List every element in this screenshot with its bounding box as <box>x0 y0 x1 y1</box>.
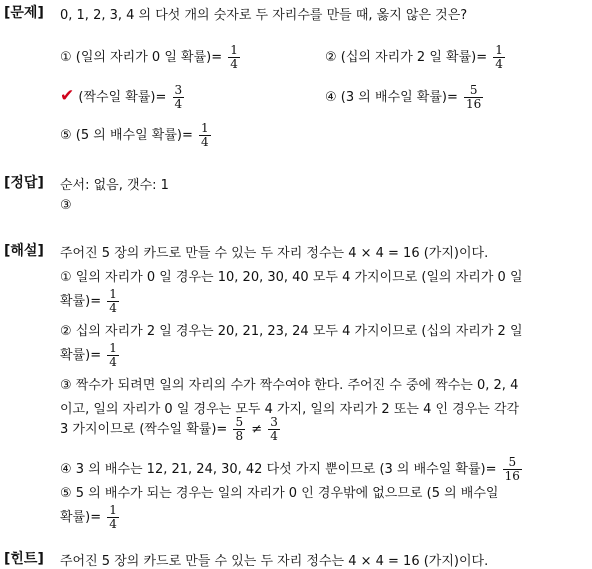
fraction <box>107 342 119 369</box>
option-1-fraction <box>228 44 240 71</box>
fraction-numerator: 1 <box>495 43 503 57</box>
explanation-line-2: ① 일의 자리가 0 일 경우는 10, 20, 30, 40 모두 4 가지이므로 (일의 자리가 0 일 <box>60 270 523 285</box>
fraction-denominator: 8 <box>235 429 244 443</box>
fraction <box>233 416 245 443</box>
answer-tag: [정답] <box>4 175 44 191</box>
option-4[interactable] <box>325 84 485 111</box>
fraction-numerator: 5 <box>235 415 244 429</box>
explanation-line-5 <box>60 342 121 369</box>
explanation-text: 확률)= <box>60 294 102 309</box>
option-2-text: (십의 자리가 2 일 확률)= <box>340 50 488 65</box>
explanation-text: 3 가지이므로 (짝수일 확률)= <box>60 422 228 437</box>
fraction-denominator: 4 <box>174 97 183 111</box>
explanation-line-4: ② 십의 자리가 2 일 경우는 20, 21, 23, 24 모두 4 가지이므로 (십의 자리가 2 일 <box>60 324 523 339</box>
fraction-numerator: 3 <box>174 83 183 97</box>
explanation-line-9 <box>60 456 524 483</box>
fraction-numerator: 3 <box>270 415 278 429</box>
fraction-denominator: 16 <box>466 97 482 111</box>
answer-order-count: 순서: 없음, 갯수: 1 <box>60 178 169 193</box>
option-5-fraction <box>199 122 211 149</box>
explanation-text: 확률)= <box>60 510 102 525</box>
fraction-numerator: 5 <box>469 83 478 97</box>
explanation-line-7: 이고, 일의 자리가 0 일 경우는 모두 4 가지, 일의 자리가 2 또는 4 인 경우는 각각 <box>60 402 520 417</box>
fraction <box>107 504 119 531</box>
option-3-fraction <box>173 84 185 111</box>
option-4-marker: ④ <box>325 90 337 105</box>
fraction-denominator: 4 <box>109 301 117 315</box>
option-2-fraction <box>493 44 505 71</box>
answer-choice: ③ <box>60 198 72 213</box>
fraction <box>503 456 522 483</box>
hint-text: 주어진 5 장의 카드로 만들 수 있는 두 자리 정수는 4 × 4 = 16 (가지)이다. <box>60 554 489 569</box>
fraction <box>107 288 119 315</box>
explanation-text: 확률)= <box>60 348 102 363</box>
fraction-numerator: 1 <box>201 121 209 135</box>
question-text: 0, 1, 2, 3, 4 의 다섯 개의 숫자로 두 자리수를 만들 때, 옳지 않은 것은? <box>60 8 468 23</box>
explanation-line-11 <box>60 504 121 531</box>
problem-tag: [문제] <box>4 5 44 21</box>
not-equal-sign: ≠ <box>251 422 263 437</box>
explanation-line-1: 주어진 5 장의 카드로 만들 수 있는 두 자리 정수는 4 × 4 = 16 (가지)이다. <box>60 246 489 261</box>
fraction-denominator: 4 <box>495 57 503 71</box>
option-5-marker: ⑤ <box>60 128 72 143</box>
fraction <box>268 416 280 443</box>
option-4-text: (3 의 배수일 확률)= <box>340 90 458 105</box>
fraction-denominator: 4 <box>201 135 209 149</box>
checkmark-icon: ✔ <box>60 86 75 106</box>
explanation-tag: [해설] <box>4 243 44 259</box>
fraction-numerator: 1 <box>230 43 238 57</box>
explanation-line-10: ⑤ 5 의 배수가 되는 경우는 일의 자리가 0 인 경우밖에 없으므로 (5 의 배수일 <box>60 486 499 501</box>
fraction-numerator: 1 <box>109 503 117 517</box>
explanation-text: ④ 3 의 배수는 12, 21, 24, 30, 42 다섯 가지 뿐이므로 (3 의 배수일 확률)= <box>60 462 497 477</box>
fraction-denominator: 4 <box>230 57 238 71</box>
fraction-denominator: 4 <box>109 517 117 531</box>
option-3-text: (짝수일 확률)= <box>78 90 167 105</box>
fraction-numerator: 1 <box>109 341 117 355</box>
fraction-numerator: 5 <box>508 455 517 469</box>
option-1-marker: ① <box>60 50 72 65</box>
fraction-numerator: 1 <box>109 287 117 301</box>
fraction-denominator: 4 <box>270 429 278 443</box>
hint-tag: [힌트] <box>4 551 44 567</box>
option-2-marker: ② <box>325 50 337 65</box>
option-5-text: (5 의 배수일 확률)= <box>75 128 193 143</box>
option-1[interactable] <box>60 44 242 71</box>
fraction-denominator: 4 <box>109 355 117 369</box>
option-3[interactable] <box>60 84 186 111</box>
fraction-denominator: 16 <box>504 469 520 483</box>
explanation-line-3 <box>60 288 121 315</box>
explanation-line-8 <box>60 416 282 443</box>
option-1-text: (일의 자리가 0 일 확률)= <box>75 50 223 65</box>
explanation-line-6: ③ 짝수가 되려면 일의 자리의 수가 짝수여야 한다. 주어진 수 중에 짝수는 0, 2, 4 <box>60 378 519 393</box>
option-4-fraction <box>464 84 483 111</box>
option-2[interactable] <box>325 44 507 71</box>
option-5[interactable] <box>60 122 213 149</box>
